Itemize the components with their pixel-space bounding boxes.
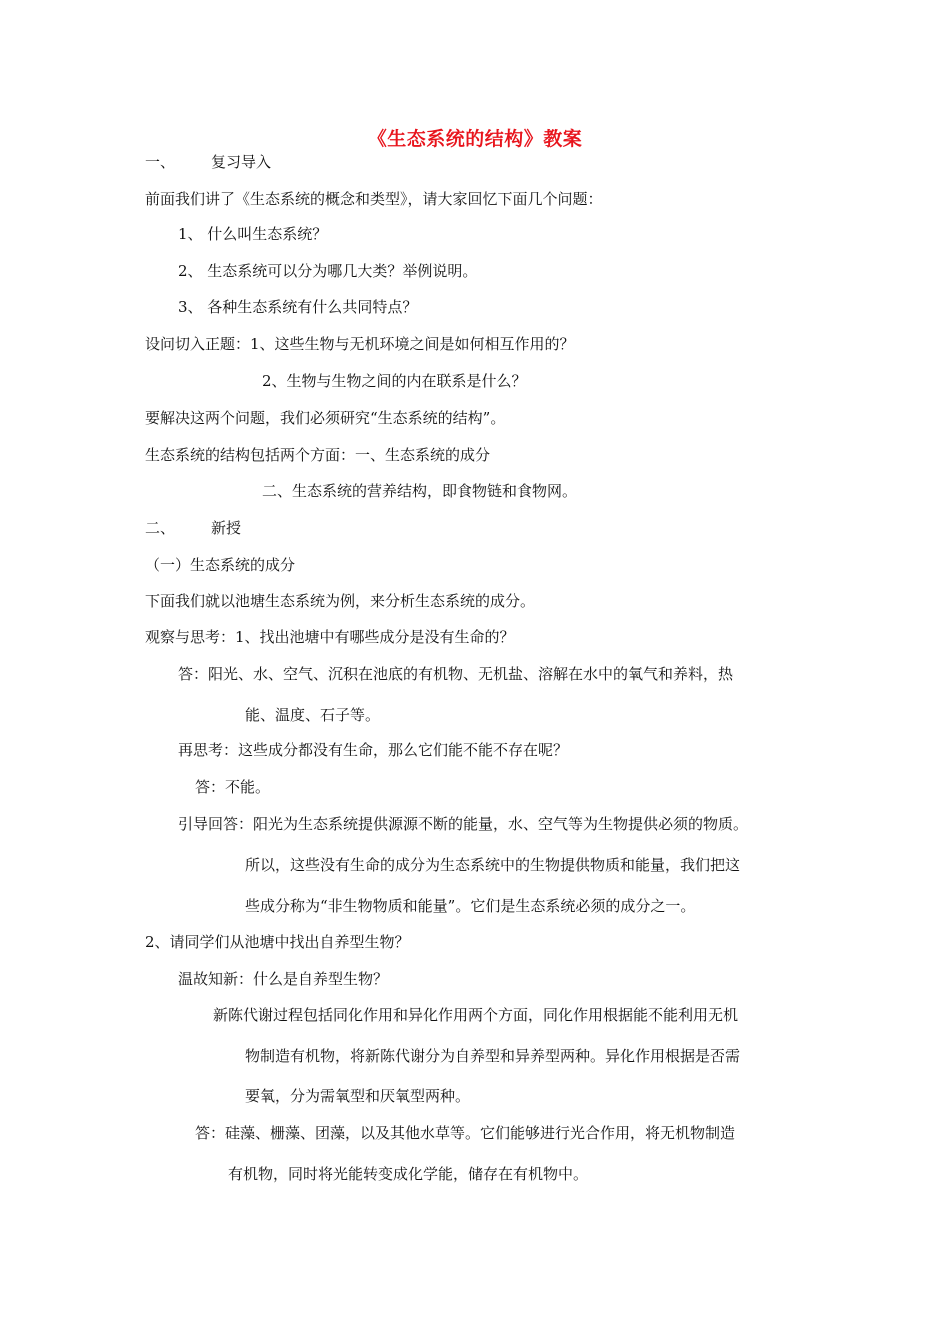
review-question-2: 2、 生态系统可以分为哪几大类？举例说明。 bbox=[178, 262, 478, 280]
answer-1-line-2: 能、温度、石子等。 bbox=[245, 706, 381, 724]
answer-3-line-2: 有机物，同时将光能转变成化学能，储存在有机物中。 bbox=[228, 1165, 589, 1183]
autotroph-question: 2、请同学们从池塘中找出自养型生物？ bbox=[145, 933, 410, 951]
guide-answer-line-1: 引导回答：阳光为生态系统提供源源不断的能量，水、空气等为生物提供必须的物质。 bbox=[178, 815, 749, 833]
subsection-1-title: （一）生态系统的成分 bbox=[145, 556, 296, 574]
structure-part-1: 生态系统的结构包括两个方面：一、生态系统的成分 bbox=[145, 446, 491, 464]
section-1-number: 一、 bbox=[145, 153, 176, 171]
rethink-question: 再思考：这些成分都没有生命，那么它们能不能不存在呢？ bbox=[178, 741, 569, 759]
structure-part-2: 二、生态系统的营养结构，即食物链和食物网。 bbox=[262, 482, 578, 500]
section-1-heading bbox=[145, 152, 271, 172]
section-2-number: 二、 bbox=[145, 519, 176, 537]
review-question-1: 1、 什么叫生态系统？ bbox=[178, 225, 328, 243]
lead-question-1: 设问切入正题：1、这些生物与无机环境之间是如何相互作用的？ bbox=[145, 335, 575, 353]
review-question-3: 3、 各种生态系统有什么共同特点？ bbox=[178, 298, 418, 316]
metabolism-line-2: 物制造有机物，将新陈代谢分为自养型和异养型两种。异化作用根据是否需 bbox=[245, 1047, 741, 1065]
guide-answer-line-2: 所以，这些没有生命的成分为生态系统中的生物提供物质和能量，我们把这 bbox=[245, 856, 741, 874]
answer-3-line-1: 答：硅藻、栅藻、团藻，以及其他水草等。它们能够进行光合作用，将无机物制造 bbox=[195, 1124, 736, 1142]
metabolism-line-3: 要氧，分为需氧型和厌氧型两种。 bbox=[245, 1087, 471, 1105]
section-1-title: 复习导入 bbox=[211, 153, 272, 171]
section-2-heading bbox=[145, 518, 241, 538]
observe-question: 观察与思考：1、找出池塘中有哪些成分是没有生命的？ bbox=[145, 628, 515, 646]
answer-1-line-1: 答：阳光、水、空气、沉积在池底的有机物、无机盐、溶解在水中的氧气和养料，热 bbox=[178, 665, 734, 683]
review-new-question: 温故知新：什么是自养型生物？ bbox=[178, 970, 389, 988]
solve-statement: 要解决这两个问题，我们必须研究“生态系统的结构”。 bbox=[145, 409, 506, 427]
document-title: 《生态系统的结构》教案 bbox=[367, 128, 583, 150]
answer-2: 答：不能。 bbox=[195, 778, 271, 796]
guide-answer-line-3: 些成分称为“非生物物质和能量”。它们是生态系统必须的成分之一。 bbox=[245, 897, 696, 915]
section-2-title: 新授 bbox=[211, 519, 242, 537]
metabolism-line-1: 新陈代谢过程包括同化作用和异化作用两个方面，同化作用根据能不能利用无机 bbox=[213, 1006, 739, 1024]
review-intro: 前面我们讲了《生态系统的概念和类型》，请大家回忆下面几个问题： bbox=[145, 190, 603, 208]
pond-intro: 下面我们就以池塘生态系统为例，来分析生态系统的成分。 bbox=[145, 592, 536, 610]
lead-question-2: 2、生物与生物之间的内在联系是什么？ bbox=[262, 372, 527, 390]
